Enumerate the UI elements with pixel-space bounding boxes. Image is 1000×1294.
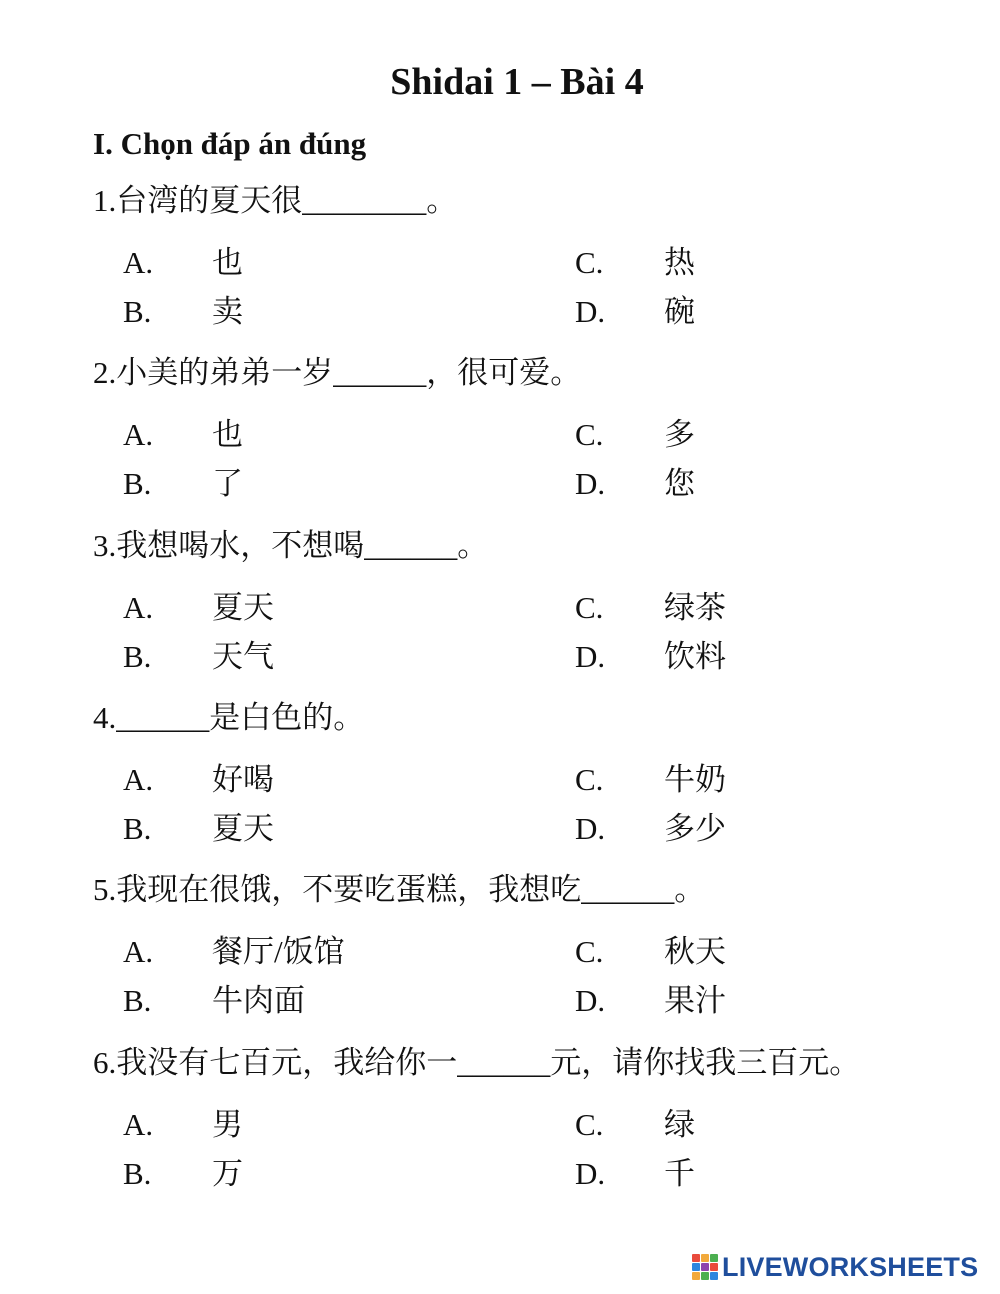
- option-letter: A.: [123, 1107, 154, 1142]
- question-text: 1.台湾的夏天很________。: [93, 183, 458, 218]
- logo-tile: [701, 1263, 709, 1271]
- option-letter: C.: [575, 590, 604, 625]
- option-value: 碗: [664, 294, 695, 329]
- option-value: 牛奶: [664, 762, 726, 797]
- page-title: Shidai 1 – Bài 4: [390, 61, 644, 103]
- option-letter: D.: [575, 466, 606, 501]
- option-letter: D.: [575, 811, 606, 846]
- option-value: 也: [212, 417, 243, 452]
- option-value: 绿: [664, 1107, 695, 1142]
- option-value: 饮料: [664, 639, 726, 674]
- option-letter: C.: [575, 245, 604, 280]
- logo-tile: [701, 1254, 709, 1262]
- liveworksheets-logo: [692, 1250, 978, 1284]
- question-text: 4.______是白色的。: [93, 700, 365, 735]
- logo-tile: [701, 1272, 709, 1280]
- answer-options: [93, 588, 953, 688]
- option-letter: A.: [123, 934, 154, 969]
- option-letter: B.: [123, 639, 152, 674]
- option-value: 天气: [212, 639, 274, 674]
- option-value: 果汁: [664, 983, 726, 1018]
- option-value: 多: [664, 417, 695, 452]
- option-letter: D.: [575, 639, 606, 674]
- option-value: 餐厅/饭馆: [212, 934, 345, 969]
- answer-options: [93, 415, 953, 515]
- question-5: [93, 870, 953, 1032]
- option-letter: B.: [123, 983, 152, 1018]
- question-text: 6.我没有七百元，我给你一______元，请你找我三百元。: [93, 1045, 861, 1080]
- answer-options: [93, 932, 953, 1032]
- question-3: [93, 526, 953, 688]
- option-letter: D.: [575, 983, 606, 1018]
- option-letter: D.: [575, 294, 606, 329]
- option-letter: A.: [123, 590, 154, 625]
- option-letter: C.: [575, 1107, 604, 1142]
- option-letter: D.: [575, 1156, 606, 1191]
- logo-tile: [692, 1263, 700, 1271]
- question-text: 3.我想喝水，不想喝______。: [93, 528, 489, 563]
- option-value: 牛肉面: [212, 983, 305, 1018]
- logo-tile: [692, 1254, 700, 1262]
- question-text: 5.我现在很饿，不要吃蛋糕，我想吃______。: [93, 872, 706, 907]
- option-value: 多少: [664, 811, 726, 846]
- option-value: 男: [212, 1107, 243, 1142]
- option-letter: A.: [123, 762, 154, 797]
- option-value: 热: [664, 245, 695, 280]
- option-value: 万: [212, 1156, 243, 1191]
- answer-options: [93, 760, 953, 860]
- logo-tile: [710, 1254, 718, 1262]
- logo-tile: [710, 1263, 718, 1271]
- question-2: [93, 353, 953, 515]
- option-letter: C.: [575, 934, 604, 969]
- option-letter: A.: [123, 245, 154, 280]
- section-heading: I. Chọn đáp án đúng: [93, 126, 367, 161]
- option-value: 秋天: [664, 934, 726, 969]
- option-value: 您: [664, 466, 695, 501]
- answer-options: [93, 1105, 953, 1205]
- option-value: 千: [664, 1156, 695, 1191]
- question-4: [93, 698, 953, 860]
- logo-tile: [710, 1272, 718, 1280]
- question-6: [93, 1043, 953, 1205]
- option-letter: A.: [123, 417, 154, 452]
- question-text: 2.小美的弟弟一岁______，很可爱。: [93, 355, 582, 390]
- option-letter: C.: [575, 417, 604, 452]
- answer-options: [93, 243, 953, 343]
- option-value: 也: [212, 245, 243, 280]
- option-value: 夏天: [212, 590, 274, 625]
- liveworksheets-logo-icon: [692, 1254, 718, 1280]
- logo-tile: [692, 1272, 700, 1280]
- option-value: 绿茶: [664, 590, 726, 625]
- option-value: 好喝: [212, 762, 274, 797]
- option-letter: B.: [123, 294, 152, 329]
- option-letter: B.: [123, 811, 152, 846]
- option-letter: B.: [123, 1156, 152, 1191]
- option-letter: C.: [575, 762, 604, 797]
- logo-text: LIVEWORKSHEETS: [722, 1252, 979, 1282]
- option-value: 了: [212, 466, 243, 501]
- option-value: 卖: [212, 294, 243, 329]
- option-letter: B.: [123, 466, 152, 501]
- question-1: [93, 181, 953, 343]
- option-value: 夏天: [212, 811, 274, 846]
